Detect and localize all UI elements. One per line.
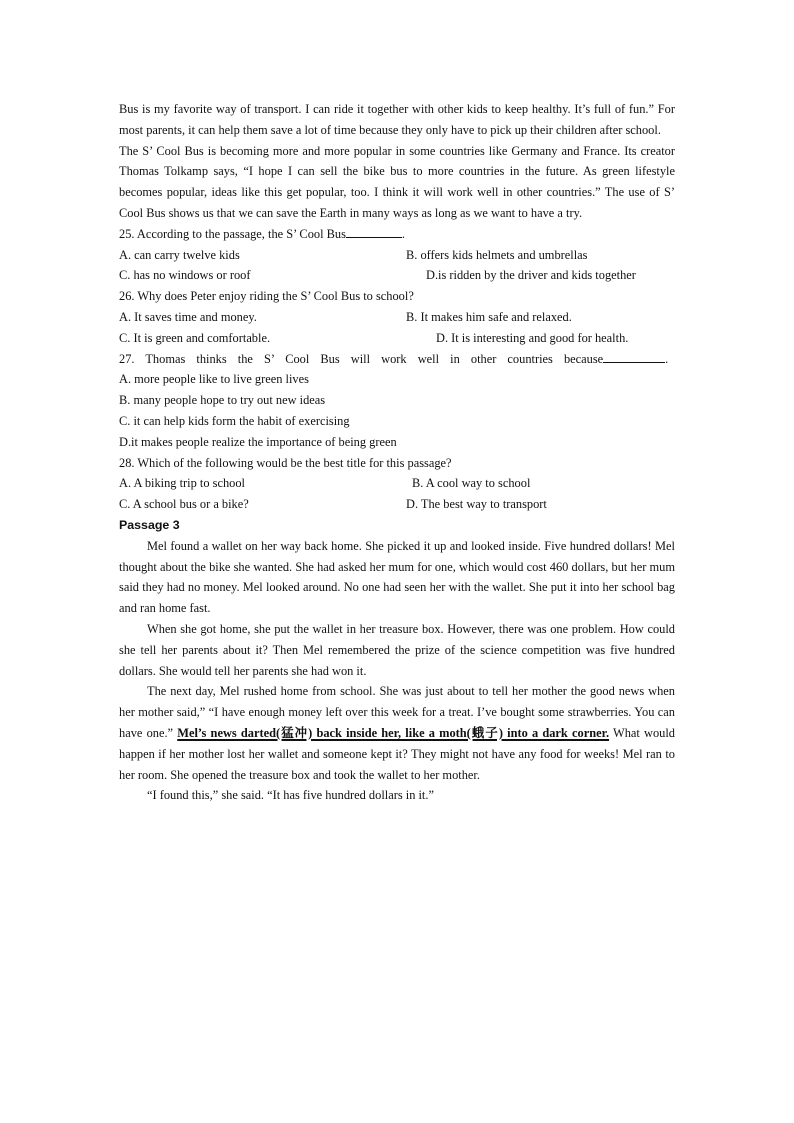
option-a: A. can carry twelve kids: [119, 247, 240, 262]
question-25-options-ab: [119, 245, 675, 266]
option-c: C. has no windows or roof: [119, 268, 251, 283]
passage3-paragraph-4: “I found this,” she said. “It has five hundred dollars in it.”: [147, 788, 434, 803]
option-d: D.it makes people realize the importance of being green: [119, 434, 397, 449]
document-page: [119, 99, 675, 806]
option-a: A. more people like to live green lives: [119, 372, 309, 387]
question-25-options-cd: [119, 265, 675, 286]
option-c: C. A school bus or a bike?: [119, 497, 249, 512]
option-d: D.is ridden by the driver and kids together: [426, 268, 636, 283]
passage2-paragraph-2: The S’ Cool Bus is becoming more and more popular in some countries like Germany and France. Its creator Thomas Tolkamp says, “I hope I can sell the bike bus to more countries in the future. As green lifestyle becomes popular, ideas like this get popular, too. I think it will work well in other countries.” The use of S’ Cool Bus shows us that we can save the Earth in many ways as long as we want to have a try.: [119, 143, 675, 220]
answer-blank: [346, 225, 402, 238]
question-26-stem: 26. Why does Peter enjoy riding the S’ Cool Bus to school?: [119, 289, 414, 304]
option-d: D. The best way to transport: [406, 497, 547, 512]
passage3-paragraph-3-end: What would happen if her mother lost her wallet and someone kept it? They might not have any food for weeks! Mel ran to her room. She opened the treasure box and took the wallet to her mother.: [119, 725, 675, 782]
option-b: B. It makes him safe and relaxed.: [406, 309, 572, 324]
option-a: A. It saves time and money.: [119, 309, 257, 324]
question-25-end: .: [401, 226, 406, 241]
option-b: B. A cool way to school: [412, 476, 531, 491]
question-25: [119, 224, 675, 245]
answer-blank: [603, 350, 665, 363]
option-a: A. A biking trip to school: [119, 476, 245, 491]
question-27: [119, 349, 675, 370]
option-b: B. many people hope to try out new ideas: [119, 393, 326, 408]
passage-3-heading: Passage 3: [119, 517, 180, 532]
option-c: C. it can help kids form the habit of exercising: [119, 413, 350, 428]
question-26-options-ab: [119, 307, 675, 328]
passage3-paragraph-1: Mel found a wallet on her way back home. She picked it up and looked inside. Five hundred dollars! Mel thought about the bike she wanted. She had asked her mum for one, which would cost 460 dollars, but her mum said they had no money. Mel looked around. No one had seen her with the wallet. She put it into her school bag and ran home fast.: [119, 538, 675, 616]
question-28-options-ab: [119, 473, 675, 494]
option-b: B. offers kids helmets and umbrellas: [406, 247, 588, 262]
passage3-paragraph-2: When she got home, she put the wallet in her treasure box. However, there was one problem. How could she tell her parents about it? Then Mel remembered the prize of the science competition was five hundred dollars. She would tell her parents she had won it.: [119, 621, 675, 678]
option-c: C. It is green and comfortable.: [119, 330, 271, 345]
question-27-stem: 27. Thomas thinks the S’ Cool Bus will work well in other countries because: [119, 351, 604, 366]
passage3-paragraph-3: [119, 681, 675, 785]
option-d: D. It is interesting and good for health.: [436, 330, 629, 345]
passage2-paragraph-1: Bus is my favorite way of transport. I can ride it together with other kids to keep healthy. It’s full of fun.” For most parents, it can help them save a lot of time because they only have to pick up their children after school.: [119, 102, 675, 137]
passage3-paragraph-3-text: The next day, Mel rushed home from school. She was just about to tell her mother the good news when her mother said,” “I have enough money left over this week for a treat. I’ve bought some strawberries. You can have one.”: [119, 684, 675, 740]
question-26-options-cd: [119, 328, 675, 349]
emphasized-sentence: Mel’s news darted(猛冲) back inside her, like a moth(蛾子) into a dark corner.: [177, 725, 610, 740]
question-28-options-cd: [119, 494, 675, 515]
question-25-stem: 25. According to the passage, the S’ Cool Bus: [119, 226, 346, 241]
question-28-stem: 28. Which of the following would be the best title for this passage?: [119, 455, 452, 470]
question-27-end: .: [665, 351, 669, 366]
